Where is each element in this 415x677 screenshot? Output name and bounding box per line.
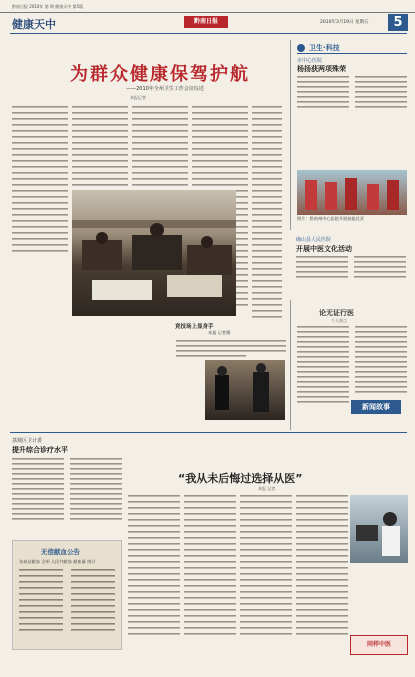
right-banner-text: 卫生·科技 [309,44,340,52]
main-photo [72,190,236,316]
header-rule [10,33,407,34]
bottom-left-tag: 荔城区卫计委 [12,438,43,444]
donation-box-title: 无偿献血公告 [41,548,80,556]
bottom-main-text-lines [128,495,348,645]
donation-box-text: 各血站献血 全州 人民共献血 献血量 统计 [19,559,96,564]
photo-caption: 竞技场上显身手 [175,324,214,330]
classroom-photo-illustration [72,190,236,316]
paper-logo: 黔南日报 [184,16,228,28]
photo-caption-credit: 本报 记者摄 [208,330,231,335]
competition-photo-illustration [205,360,285,420]
main-subhead: ——2010年全州卫生工作会议综述 [126,86,204,92]
news-story-banner: 新闻故事 [351,400,401,414]
bottom-left-text-lines [12,458,122,528]
right-text-lines-2 [296,256,408,296]
doctor-photo-illustration [350,495,408,563]
donation-box [12,540,122,650]
page-number: 5 [388,14,408,31]
right-banner [297,42,407,54]
right-title-2: 开展中医文化活动 [296,245,352,253]
right-photo [297,170,407,215]
bottom-rule [10,432,407,433]
ad-box: 同样中医 [350,635,408,655]
donation-box-lines [19,569,117,647]
issue-date: 2010年3月19日 星期五 [320,20,369,25]
bottom-main-byline: 本报 记者 [258,486,276,491]
right-text-lines [297,76,407,136]
right-top-section [290,40,408,230]
main-headline: 为群众健康保驾护航 [70,64,250,85]
right-mid-subtitle: 个人观点 [331,318,347,323]
header-bar [0,0,415,13]
main-byline: 本报记者 [130,95,146,100]
circle-icon [297,44,305,52]
caption-text-lines [176,340,286,358]
bottom-left-title: 提升综合诊疗水平 [12,446,68,454]
right-photo-illustration [297,170,407,215]
right-photo-caption: 图片：黔南州中心医院开展技能比武 [297,216,365,221]
right-tag: 市中心医院 [297,58,323,64]
bottom-main-title: “我从未后悔过选择从医” [178,472,303,485]
right-title: 杨扬获两项殊荣 [297,65,346,73]
competition-photo [205,360,285,420]
section-title: 健康天中 [12,18,56,31]
right-mid-section [290,300,408,430]
header-topline: 黔南日报 2010年 第 期 健康天中 第5版 [12,4,84,9]
right-tag-2: 确山县人民医院 [296,237,332,243]
right-mid-title: 论无证行医 [319,309,354,317]
doctor-photo [350,495,408,563]
